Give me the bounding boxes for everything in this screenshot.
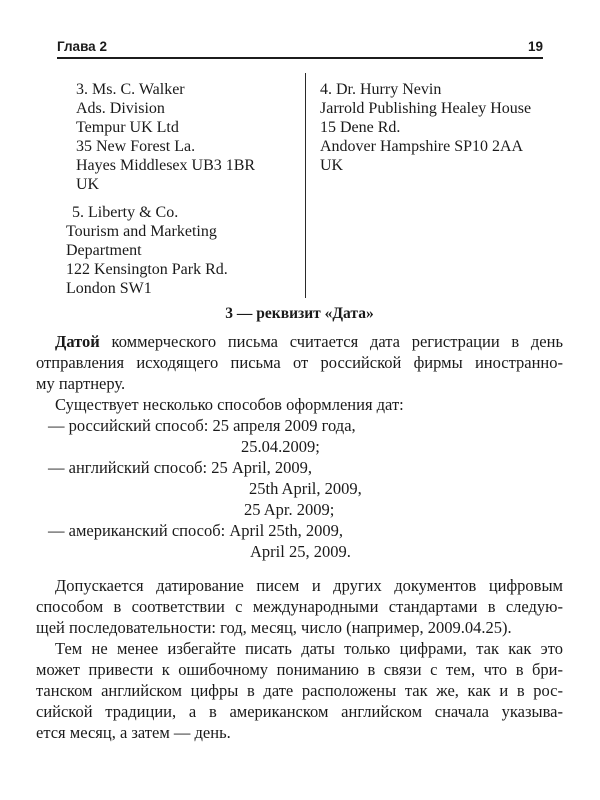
date-list-item: 25.04.2009;: [241, 437, 320, 456]
bold-lead-word: Датой: [55, 332, 100, 351]
address-block-5: [66, 203, 301, 298]
paragraph-line: му партнеру.: [36, 374, 126, 393]
running-head: [57, 39, 543, 59]
date-list-item: — английский способ: 25 April, 2009,: [48, 458, 313, 477]
address-block-3: [76, 80, 301, 194]
date-list-item: — американский способ: April 25th, 2009,: [48, 521, 343, 540]
date-list-item: 25 Apr. 2009;: [244, 500, 335, 519]
address-line: Jarrold Publishing Healey House: [320, 100, 532, 117]
column-divider-rule: [305, 73, 306, 298]
address-line: UK: [76, 176, 100, 193]
paragraph-line: щей последовательности: год, месяц, число (например, 2009.04.25).: [36, 618, 512, 637]
paragraph-line: Допускается датирование писем и других документов цифровым: [55, 576, 563, 595]
main-text: [36, 303, 563, 743]
paragraph-line: Датой коммерческого письма считается дата регистрации в день: [55, 332, 563, 351]
paragraph-line: Существует несколько способов оформления дат:: [55, 395, 404, 414]
address-line: Tempur UK Ltd: [76, 119, 179, 136]
address-line: 35 New Forest La.: [76, 138, 196, 155]
address-line: Department: [66, 242, 142, 259]
paragraph-line: Тем не менее избегайте писать даты только цифрами, так как это: [55, 639, 563, 658]
paragraph-line: отправления исходящего письма от российской фирмы иностранно-: [36, 353, 563, 372]
address-line: 3. Ms. C. Walker: [76, 81, 185, 98]
paragraph-line: ется месяц, а затем — день.: [36, 723, 231, 742]
date-list-item: April 25, 2009.: [250, 542, 351, 561]
paragraph-gap: [36, 562, 563, 575]
address-line: 122 Kensington Park Rd.: [66, 261, 228, 278]
paragraph-line: способом в соответствии с международными стандартами в следую-: [36, 597, 563, 616]
address-line: Ads. Division: [76, 100, 165, 117]
section-heading: 3 — реквизит «Дата»: [225, 305, 374, 322]
paragraph-line: сийской традиции, а в американском английском сначала указыва-: [36, 702, 563, 721]
address-line: 4. Dr. Hurry Nevin: [320, 81, 442, 98]
address-line: Tourism and Marketing: [66, 223, 217, 240]
address-block-4: [320, 80, 565, 175]
address-line: 15 Dene Rd.: [320, 119, 401, 136]
chapter-label: Глава 2: [57, 39, 107, 54]
date-list-item: — российский способ: 25 апреля 2009 года,: [48, 416, 356, 435]
address-line: Andover Hampshire SP10 2AA: [320, 138, 524, 155]
address-line: Hayes Middlesex UB3 1BR: [76, 157, 256, 174]
paragraph-line: может привести к ошибочному пониманию в связи с тем, что в бри-: [36, 660, 563, 679]
paragraph-line: танском английском цифры в дате расположены так же, как и в рос-: [36, 681, 563, 700]
address-line: London SW1: [66, 280, 152, 297]
address-line: UK: [320, 157, 344, 174]
date-list-item: 25th April, 2009,: [249, 479, 362, 498]
address-line: 5. Liberty & Co.: [72, 204, 179, 221]
page-number: 19: [527, 39, 543, 54]
